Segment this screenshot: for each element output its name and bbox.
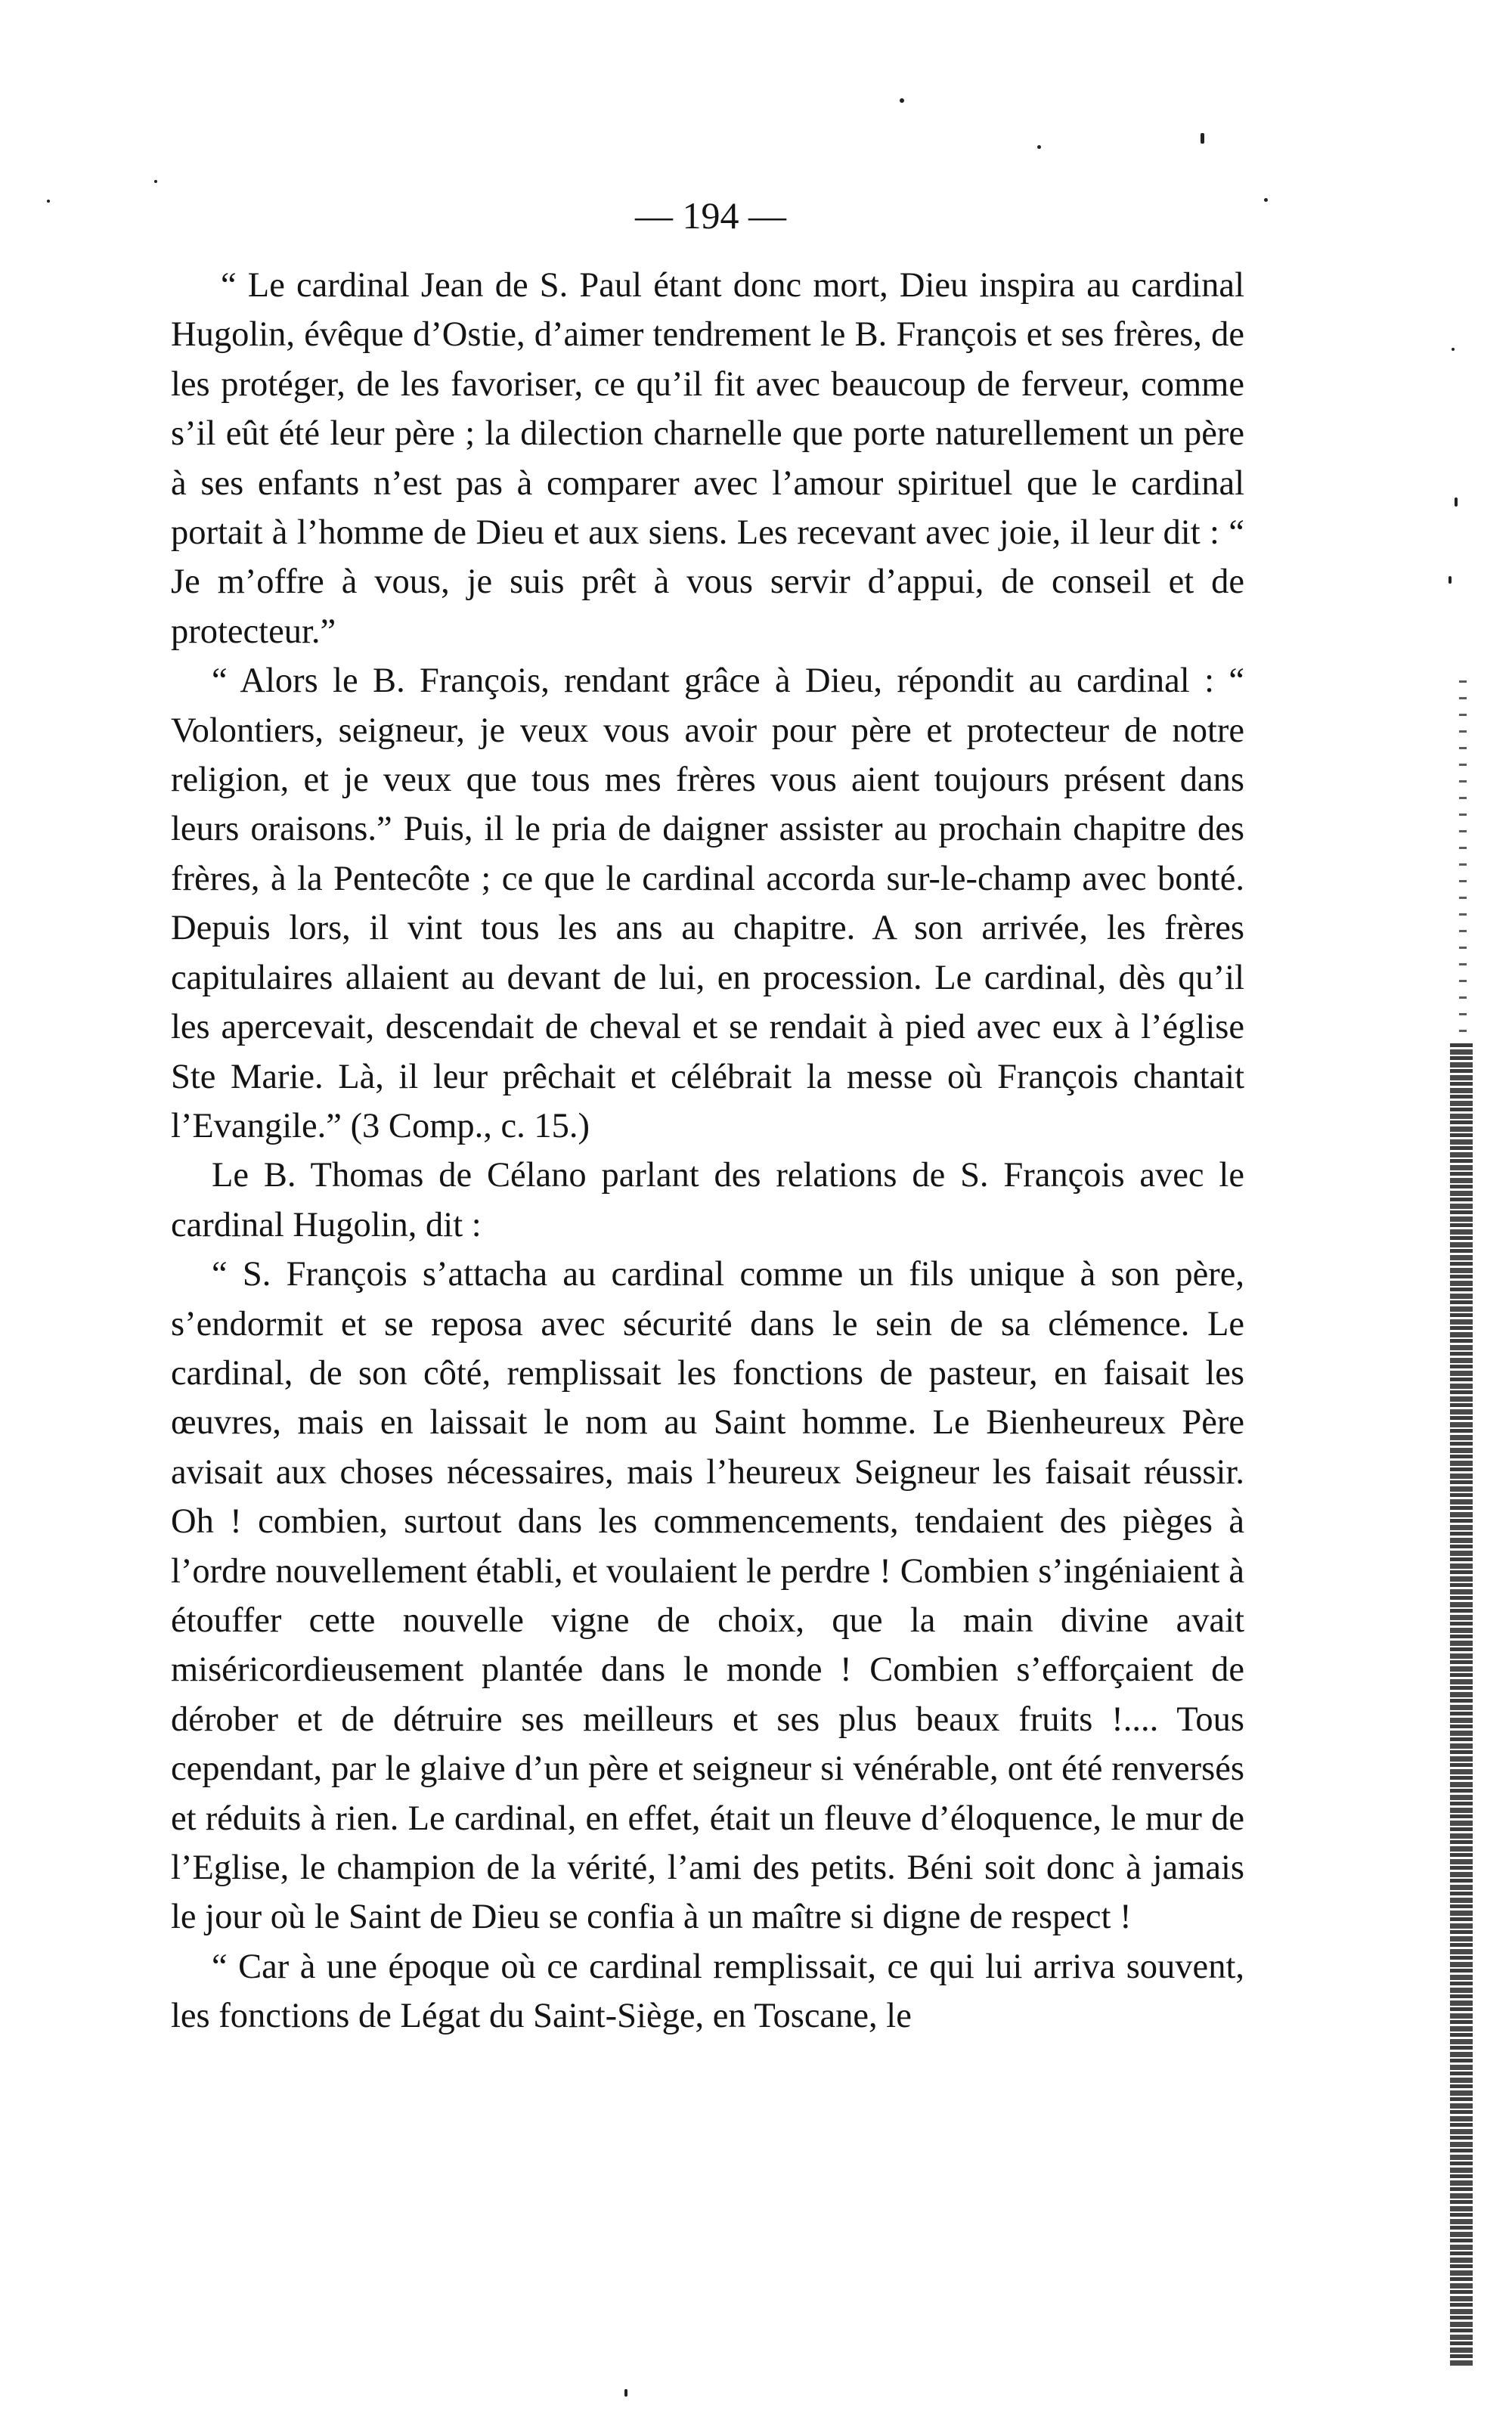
body-text xyxy=(171,261,1244,2041)
scan-speck xyxy=(624,2389,627,2397)
scan-artifact-upper xyxy=(1459,680,1467,1043)
paragraph-francis-reply: “ Alors le B. François, rendant grâce à Dieu, répondit au cardinal : “ Volontiers, seigneur, je veux vous avoir pour père et protecteur de notre religion, et je veux que tous mes frères vous aient toujours présent dans leurs oraisons.” Puis, il le pria de daigner assister au prochain chapitre des frères, à la Pentecôte ; ce que le cardinal accorda sur-le-champ avec bonté. Depuis lors, il vint tous les ans au chapitre. A son arrivée, les frères capitulaires allaient au devant de lui, en procession. Le cardinal, dès qu’il les apercevait, descendait de cheval et se rendait à pied avec eux à l’église Ste Marie. Là, il leur prêchait et célébrait la messe où François chantait l’Evangile.” (3 Comp., c. 15.) xyxy=(171,662,1244,1145)
scan-speck xyxy=(1455,497,1458,507)
paragraph-cardinal-hugolin: “ Le cardinal Jean de S. Paul étant donc mort, Dieu inspira au cardinal Hugolin, évêque d’Ostie, d’aimer tendrement le B. François et ses frères, de les protéger, de les favoriser, ce qu’il fit avec beaucoup de ferveur, comme s’il eût été leur père ; la dilection charnelle que porte naturellement un père à ses enfants n’est pas à comparer avec l’amour spirituel que le cardinal portait à l’homme de Dieu et aux siens. Les recevant avec joie, il leur dit : “ Je m’offre à vous, je suis prêt à vous servir d’appui, de conseil et de protecteur.” xyxy=(171,266,1244,651)
scan-speck xyxy=(1452,348,1455,351)
scan-speck xyxy=(1448,576,1452,584)
paragraph-legate-tuscany: “ Car à une époque où ce cardinal remplissait, ce qui lui arriva souvent, les fonctions de Légat du Saint-Siège, en Toscane, le xyxy=(171,1947,1244,2036)
scan-speck xyxy=(1264,198,1268,202)
scan-speck xyxy=(1201,133,1204,144)
paragraph-celano-intro: Le B. Thomas de Célano parlant des relations de S. François avec le cardinal Hugolin, dit : xyxy=(171,1156,1244,1244)
scan-artifact-edge xyxy=(1450,1043,1473,2366)
scan-speck xyxy=(900,98,904,103)
scan-speck xyxy=(1037,145,1041,149)
page-number: — 194 — xyxy=(635,194,786,237)
scan-speck xyxy=(154,180,157,183)
paragraph-celano-quote: “ S. François s’attacha au cardinal comme un fils unique à son père, s’endormit et se reposa avec sécurité dans le sein de sa clémence. Le cardinal, de son côté, remplissait les fonctions de pasteur, en faisait les œuvres, mais en laissait le nom au Saint homme. Le Bienheureux Père avisait aux choses nécessaires, mais l’heureux Seigneur les faisait réussir. Oh ! combien, surtout dans les commencements, tendaient des pièges à l’ordre nouvellement établi, et voulaient le perdre ! Combien s’ingéniaient à étouffer cette nouvelle vigne de choix, que la main divine avait miséricordieusement plantée dans le monde ! Combien s’efforçaient de dérober et de détruire ses meilleurs et ses plus beaux fruits !.... Tous cependant, par le glaive d’un père et seigneur si vénérable, ont été renversés et réduits à rien. Le cardinal, en effet, était un fleuve d’éloquence, le mur de l’Eglise, le champion de la vérité, l’ami des petits. Béni soit donc à jamais le jour où le Saint de Dieu se confia à un maître si digne de respect ! xyxy=(171,1255,1244,1937)
scan-speck xyxy=(47,200,50,203)
